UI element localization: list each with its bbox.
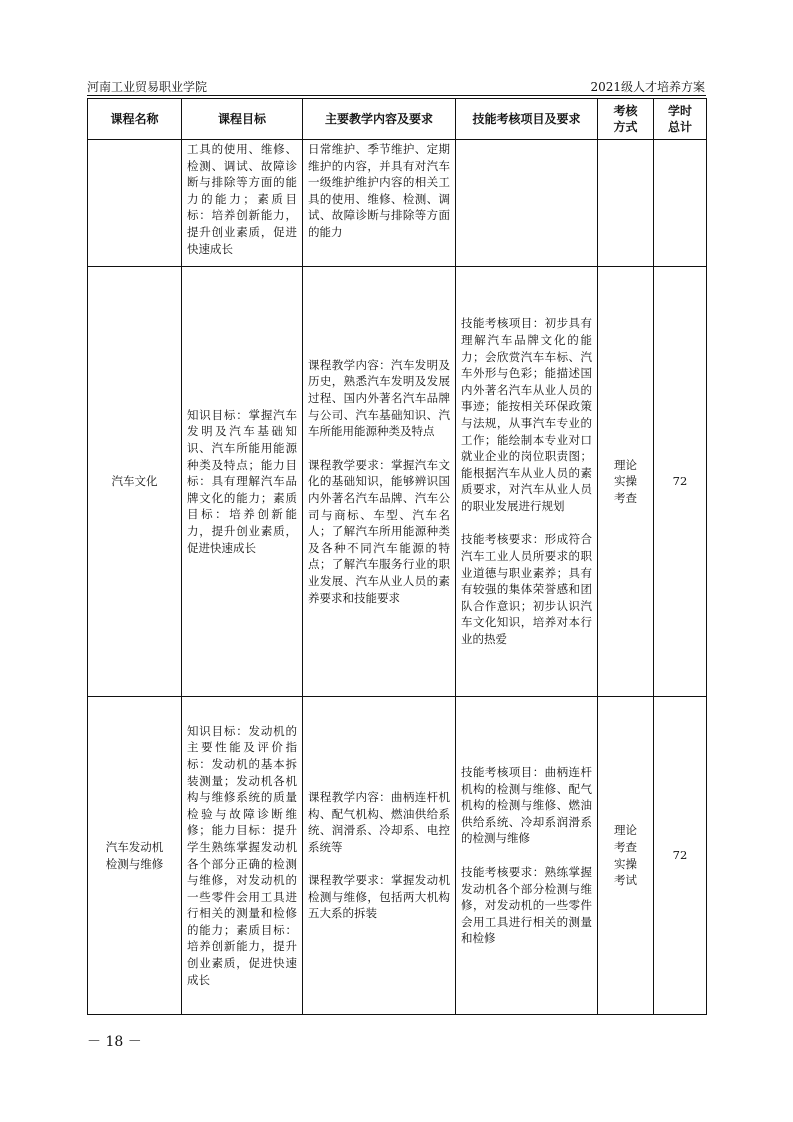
skill-cell: [456, 140, 598, 267]
table-header-row: [88, 99, 707, 140]
hours-cell: [654, 140, 707, 267]
header-document-title: 2021级人才培养方案: [590, 80, 705, 94]
skill-cell: [456, 697, 598, 1015]
course-goal-cell: 工具的使用、维修、检测、调试、故障诊断与排除等方面的能力的能力；素质目标：培养创新能力，提升创业素质，促进快速成长: [182, 140, 303, 267]
column-header-course-goal: 课程目标: [182, 99, 303, 140]
method-cell: 理论 实操 考查: [598, 267, 654, 697]
column-header-content: 主要教学内容及要求: [303, 99, 456, 140]
content-cell: [303, 267, 456, 697]
course-name-cell: 汽车发动机 检测与维修: [88, 697, 182, 1015]
content-paragraph: 日常维护、季节维护、定期维护的内容，并具有对汽车一级维护维护内容的相关工具的使用、维修、检测、调试、故障诊断与排除等方面的能力: [308, 142, 450, 239]
column-header-hours: 学时 总计: [654, 99, 707, 140]
content-cell: [303, 140, 456, 267]
course-goal-cell: 知识目标：掌握汽车发明及汽车基础知识、汽车所能用能源种类及特点；能力目标：具有理解汽车品牌文化的能力；素质目标：培养创新能力，提升创业素质，促进快速成长: [182, 267, 303, 697]
method-cell: [598, 140, 654, 267]
skill-paragraph: 技能考核项目：初步具有理解汽车品牌文化的能力；会欣赏汽车车标、汽车外形与色彩；能描述国内外著名汽车从业人员的事迹；能按相关环保政策与法规，从事汽车专业的工作；能绘制本专业对口就业企业的岗位职责图；能根据汽车从业人员的素质要求，对汽车从业人员的职业发展进行规划: [461, 316, 592, 513]
skill-paragraph: 技能考核要求：形成符合汽车工业人员所要求的职业道德与职业素养；具有有较强的集体荣誉感和团队合作意识；初步认识汽车文化知识，培养对本行业的热爱: [461, 532, 592, 647]
course-goal-cell: 知识目标：发动机的主要性能及评价指标：发动机的基本拆装测量；发动机各机构与维修系统的质量检验与故障诊断维修；能力目标：提升学生熟练掌握发动机各个部分正确的检测与维修，对发动机的一些零件会用工具进行相关的测量和检修的能力；素质目标：培养创新能力，提升创业素质，促进快速成长: [182, 697, 303, 1015]
course-name-cell: 汽车文化: [88, 267, 182, 697]
skill-cell: [456, 267, 598, 697]
table-row: [88, 267, 707, 697]
content-paragraph: 课程教学要求：掌握发动机检测与维修，包括两大机构五大系的拆装: [308, 873, 450, 921]
course-name-cell: [88, 140, 182, 267]
content-paragraph: 课程教学要求：掌握汽车文化的基础知识，能够辨识国内外著名汽车品牌、汽车公司与商标、车型、汽车名人；了解汽车所用能源种类及各种不同汽车能源的特点；了解汽车服务行业的职业发展、汽车从业人员的素养要求和技能要求: [308, 457, 450, 605]
method-cell: 理论 考查 实操 考试: [598, 697, 654, 1015]
skill-paragraph: 技能考核项目：曲柄连杆机构的检测与维修、配气机构的检测与维修、燃油供给系统、冷却系润滑系的检测与维修: [461, 765, 592, 846]
page-number: － 18 －: [87, 1034, 142, 1050]
column-header-method: 考核 方式: [598, 99, 654, 140]
table-row: [88, 697, 707, 1015]
content-paragraph: 课程教学内容：曲柄连杆机构、配气机构、燃油供给系统、润滑系、冷却系、电控系统等: [308, 789, 450, 854]
content-cell: [303, 697, 456, 1015]
hours-cell: 72: [654, 267, 707, 697]
table-row: [88, 140, 707, 267]
column-header-skill: 技能考核项目及要求: [456, 99, 598, 140]
hours-cell: 72: [654, 697, 707, 1015]
header-rule: [87, 95, 706, 96]
course-table: [87, 98, 707, 1015]
column-header-course-name: 课程名称: [88, 99, 182, 140]
skill-paragraph: 技能考核要求：熟练掌握发动机各个部分检测与维修，对发动机的一些零件会用工具进行相关的测量和检修: [461, 865, 592, 946]
content-paragraph: 课程教学内容：汽车发明及历史，熟悉汽车发明及发展过程、国内外著名汽车品牌与公司、汽车基础知识、汽车所能用能源种类及特点: [308, 357, 450, 439]
header-school: 河南工业贸易职业学院: [87, 80, 208, 94]
